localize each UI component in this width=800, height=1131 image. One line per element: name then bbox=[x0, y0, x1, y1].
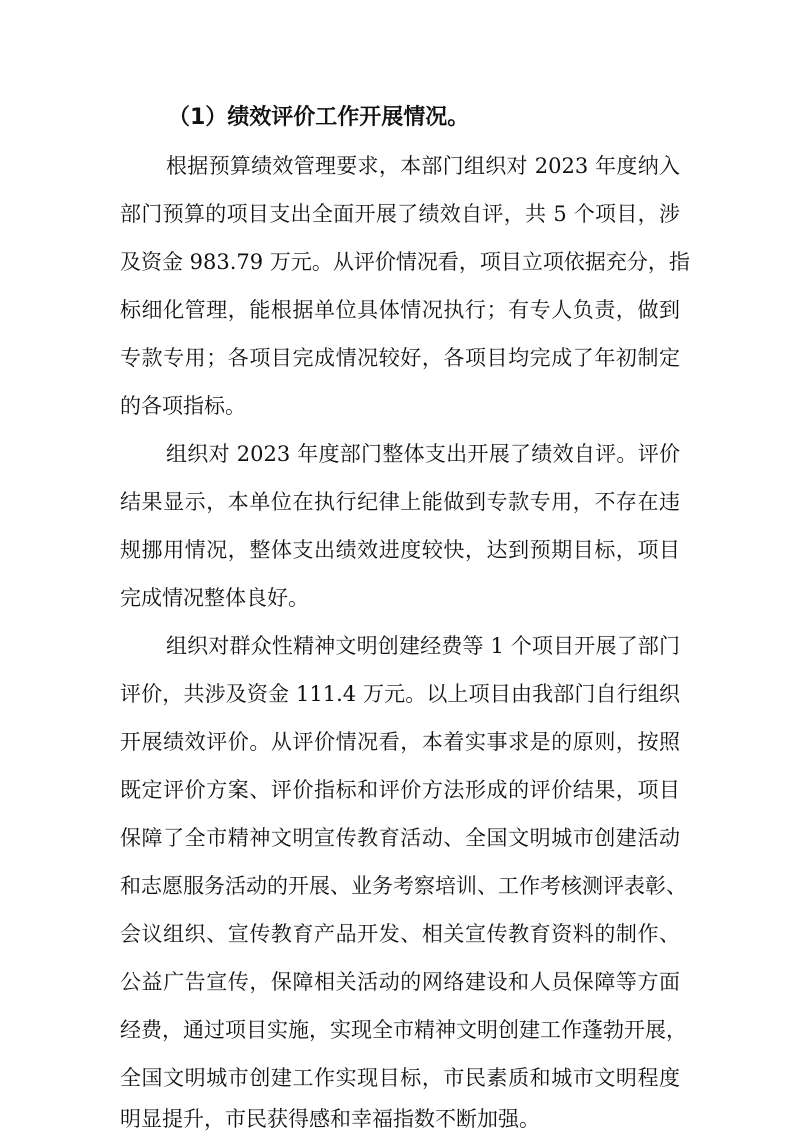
paragraph-1-line-4: 标细化管理，能根据单位具体情况执行；有专人负责，做到 bbox=[120, 298, 680, 322]
paragraph-2-line-1: 组织对 2023 年度部门整体支出开展了绩效自评。评价 bbox=[166, 442, 680, 466]
paragraph-3-line-1: 组织对群众性精神文明创建经费等 1 个项目开展了部门 bbox=[166, 634, 680, 658]
paragraph-2-line-3: 规挪用情况，整体支出绩效进度较快，达到预期目标，项目 bbox=[120, 538, 680, 562]
paragraph-1-line-5: 专款专用；各项目完成情况较好，各项目均完成了年初制定 bbox=[120, 346, 680, 370]
paragraph-3-line-4: 既定评价方案、评价指标和评价方法形成的评价结果，项目 bbox=[120, 778, 680, 802]
paragraph-1-line-3: 及资金 983.79 万元。从评价情况看，项目立项依据充分，指 bbox=[120, 250, 690, 274]
paragraph-2-line-4: 完成情况整体良好。 bbox=[120, 586, 309, 610]
paragraph-3-line-9: 经费，通过项目实施，实现全市精神文明创建工作蓬勃开展， bbox=[120, 1018, 687, 1042]
paragraph-2-line-2: 结果显示，本单位在执行纪律上能做到专款专用，不存在违 bbox=[120, 490, 680, 514]
paragraph-3-line-8: 公益广告宣传，保障相关活动的网络建设和人员保障等方面 bbox=[120, 970, 680, 994]
paragraph-3-line-6: 和志愿服务活动的开展、业务考察培训、工作考核测评表彰、 bbox=[120, 874, 687, 898]
paragraph-3-line-2: 评价，共涉及资金 111.4 万元。以上项目由我部门自行组织 bbox=[120, 682, 680, 706]
paragraph-3-line-10: 全国文明城市创建工作实现目标，市民素质和城市文明程度 bbox=[120, 1066, 680, 1090]
paragraph-3-line-11: 明显提升，市民获得感和幸福指数不断加强。 bbox=[120, 1107, 540, 1131]
paragraph-1-line-2: 部门预算的项目支出全面开展了绩效自评，共 5 个项目，涉 bbox=[120, 202, 680, 226]
paragraph-3-line-5: 保障了全市精神文明宣传教育活动、全国文明城市创建活动 bbox=[120, 826, 680, 850]
paragraph-3-line-3: 开展绩效评价。从评价情况看，本着实事求是的原则，按照 bbox=[120, 730, 680, 754]
paragraph-3-line-7: 会议组织、宣传教育产品开发、相关宣传教育资料的制作、 bbox=[120, 922, 680, 946]
paragraph-1-line-6: 的各项指标。 bbox=[120, 394, 246, 418]
paragraph-1-line-1: 根据预算绩效管理要求，本部门组织对 2023 年度纳入 bbox=[166, 154, 680, 178]
section-heading: （1）绩效评价工作开展情况。 bbox=[168, 105, 470, 130]
